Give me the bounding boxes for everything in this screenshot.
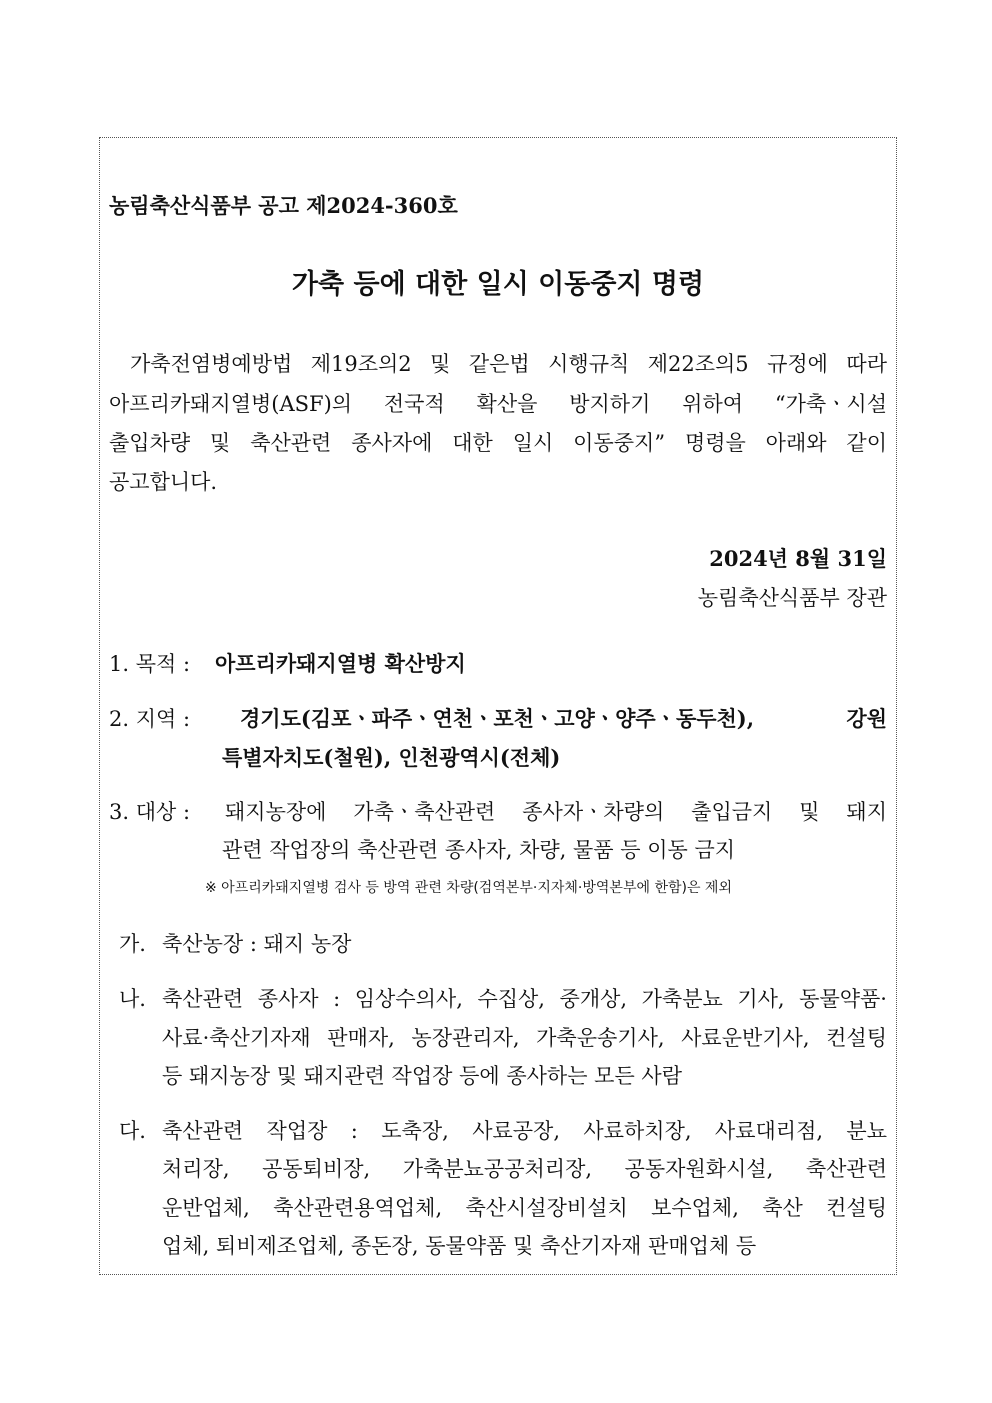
item-2-value-line: 경기도(김포ㆍ파주ㆍ연천ㆍ포천ㆍ고양ㆍ양주ㆍ동두천), 강원 [240,706,887,731]
sub-item-da-line: 처리장, 공동퇴비장, 가축분뇨공공처리장, 공동자원화시설, 축산관련 [162,1157,887,1181]
item-3-label: 3. 대상 : [109,800,191,824]
body-line: 출입차량 및 축산관련 종사자에 대한 일시 이동중지” 명령을 아래와 같이 [109,431,887,455]
item-2-value-line: 특별자치도(철원), 인천광역시(전체) [222,745,561,770]
body-line: 아프리카돼지열병(ASF)의 전국적 확산을 방지하기 위하여 “가축ㆍ시설 [109,392,887,416]
issuer: 농림축산식품부 장관 [697,586,887,610]
sub-item-ga-marker: 가. [119,932,146,956]
body-line: 가축전염병예방법 제19조의2 및 같은법 시행규칙 제22조의5 규정에 따라 [130,352,887,376]
item-2-label: 2. 지역 : [109,707,191,731]
notice-date: 2024년 8월 31일 [709,546,887,571]
item-1-label: 1. 목적 : [109,652,191,676]
sub-item-na-line: 사료·축산기자재 판매자, 농장관리자, 가축운송기사, 사료운반기사, 컨설팅 [162,1026,887,1050]
item-3-value-line: 돼지농장에 가축ㆍ축산관련 종사자ㆍ차량의 출입금지 및 돼지 [225,800,887,824]
page-title: 가축 등에 대한 일시 이동중지 명령 [291,269,705,300]
sub-item-na-line: 축산관련 종사자 : 임상수의사, 수집상, 중개상, 가축분뇨 기사, 동물약품· [162,987,887,1011]
sub-item-ga-text: 축산농장 : 돼지 농장 [162,932,352,956]
body-line: 공고합니다. [109,470,218,494]
item-1-value: 아프리카돼지열병 확산방지 [215,651,466,676]
sub-item-da-line: 업체, 퇴비제조업체, 종돈장, 동물약품 및 축산기자재 판매업체 등 [162,1234,757,1258]
sub-item-na-marker: 나. [119,987,146,1011]
sub-item-da-line: 축산관련 작업장 : 도축장, 사료공장, 사료하치장, 사료대리점, 분뇨 [162,1119,887,1143]
sub-item-da-marker: 다. [119,1119,146,1143]
item-3-value-line: 관련 작업장의 축산관련 종사자, 차량, 물품 등 이동 금지 [222,838,736,862]
sub-item-na-line: 등 돼지농장 및 돼지관련 작업장 등에 종사하는 모든 사람 [162,1064,682,1088]
sub-item-da-line: 운반업체, 축산관련용역업체, 축산시설장비설치 보수업체, 축산 컨설팅 [162,1196,887,1220]
exception-note: ※ 아프리카돼지열병 검사 등 방역 관련 차량(검역본부·지자체·방역본부에 한함)은 제외 [205,880,732,896]
notice-number: 농림축산식품부 공고 제2024-360호 [109,193,458,218]
